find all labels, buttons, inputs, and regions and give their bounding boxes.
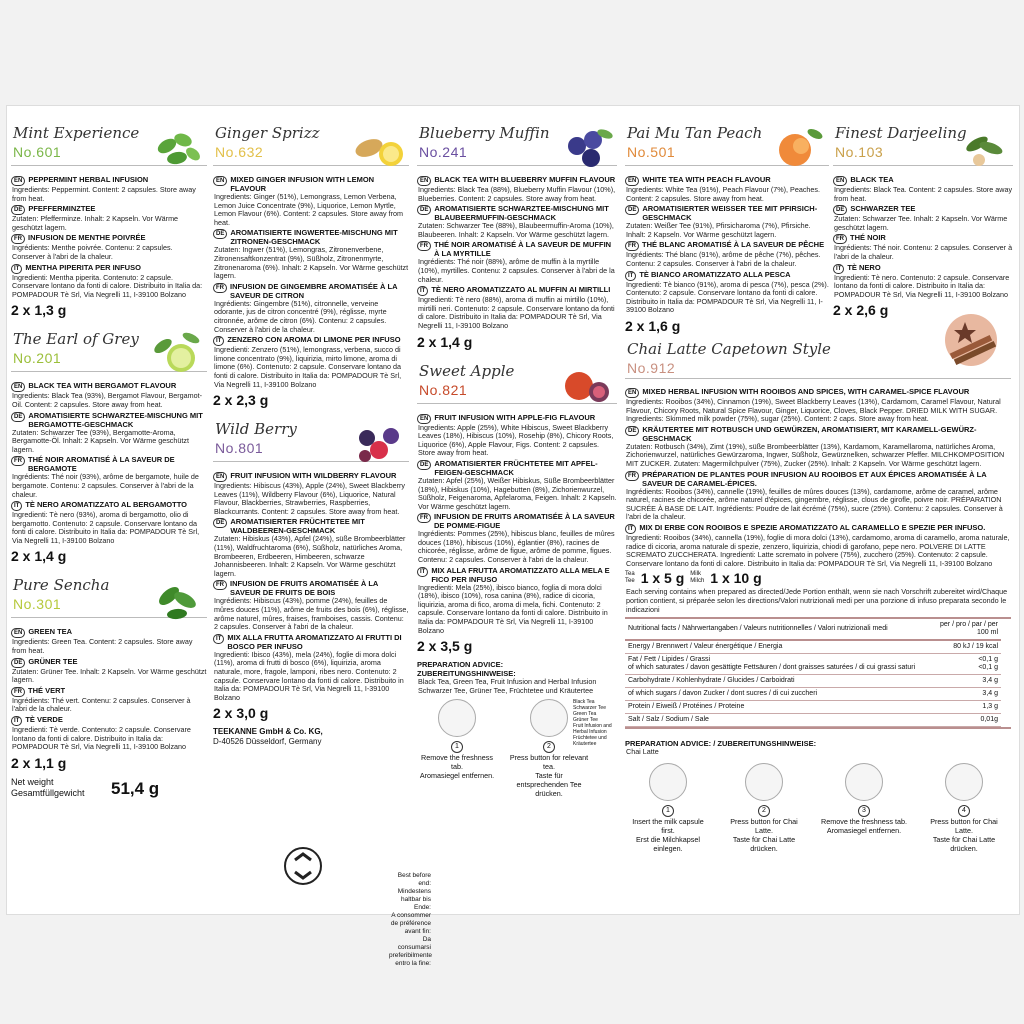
advice-step-2: 2 Press button for relevant tea. Taste für entsprechenden Tee drücken. xyxy=(509,699,589,798)
tea-quantity: 2 x 1,4 g xyxy=(11,548,67,565)
section-title: BLACK TEA WITH BLUEBERRY MUFFIN FLAVOUR xyxy=(434,175,616,184)
section-title: ZENZERO CON AROMA DI LIMONE PER INFUSO xyxy=(227,335,401,345)
berries-icon xyxy=(345,414,409,470)
company-name: TEEKANNE GmbH & Co. KG, xyxy=(213,727,323,737)
nutrition-row: of which sugars / davon Zucker / dont sucres / di cui zuccheri 3,4 g xyxy=(625,688,1001,701)
section-body: Zutaten: Pfefferminze. Inhalt: 2 Kapseln. Vor Wärme geschützt lagern. xyxy=(12,214,179,232)
tea-name: The Earl of Grey xyxy=(13,330,139,349)
lang-section-en xyxy=(625,387,1011,424)
language-badge: FR xyxy=(11,687,25,697)
section-body: Zutaten: Schwarzer Tee (88%), Blaubeermuffin-Aroma (10%), Blaubeeren. Inhalt: 2 Kapseln. Vor Wärme geschützt lagern. xyxy=(418,221,614,239)
language-badge: IT xyxy=(833,264,844,274)
language-badge: EN xyxy=(625,388,639,398)
chai-quantities: Tea Tee 1 x 5 g Milk Milch 1 x 10 g xyxy=(625,570,762,587)
section-title: PFEFFERMINZTEE xyxy=(28,204,96,214)
language-badge: EN xyxy=(11,628,25,638)
lang-section-it xyxy=(11,715,207,752)
lang-section-de xyxy=(11,204,207,232)
section-body: Ingrédients: Pommes (25%), hibiscus blanc, feuilles de mûres douces (18%), hibiscus (10%), églantier (8%), racines de chicorée, réglisse, arôme de figue, arôme de pomme, figues. Contenu: 2 capsules. Conserver à l'abri de la chaleur. xyxy=(418,529,615,565)
lang-section-en xyxy=(11,175,207,203)
green-tea-leaves-icon xyxy=(143,570,207,626)
lang-section-it xyxy=(213,633,409,703)
tea-number: No.241 xyxy=(419,144,468,160)
section-body: Ingredienti: Mentha piperita. Contenuto: 2 capsule. Conservare lontano da fonti di calore. Distribuito in Italia da: POMPADOUR Tè Srl, Via Negrelli 11, I-39100 Bolzano xyxy=(12,272,203,299)
language-badge: FR xyxy=(213,580,227,590)
tea-sweet-apple xyxy=(417,356,617,655)
company-city: D-40526 Düsseldorf, Germany xyxy=(213,737,322,747)
lang-section-de xyxy=(11,657,207,685)
section-body: Ingrédients: Thé noir (93%), arôme de bergamote, huile de bergamote. Contenu: 2 capsules. Conserver à l'abri de la chaleur. xyxy=(12,472,199,499)
language-badge: EN xyxy=(417,414,431,424)
language-badge: FR xyxy=(417,513,431,523)
lang-section-it xyxy=(625,523,1011,568)
nutrition-row: Energy / Brennwert / Valeur énergétique / Energia 80 kJ / 19 kcal xyxy=(625,640,1001,654)
tea-blueberry xyxy=(417,118,617,350)
advice-button-legend: Black Tea Schwarzer Tee Green Tea Grüner Tee Fruit Infusion and Herbal Infusion Früchtetee und Kräutertee xyxy=(573,699,612,748)
lang-section-fr xyxy=(11,686,207,714)
language-badge: IT xyxy=(417,567,428,577)
section-body: Ingrédients: Thé noir. Contenu: 2 capsules. Conserver à l'abri de la chaleur. xyxy=(834,243,1013,261)
section-title: THÉ BLANC AROMATISÉ À LA SAVEUR DE PÊCHE xyxy=(642,240,825,250)
tea-number: No.201 xyxy=(13,350,62,367)
section-body: Zutaten: Rotbusch (34%), Zimt (19%), süße Brombeerblätter (13%), Kardamom, Karamellaroma, natürliches Aroma, Zichorienwurzel, natürliches Gewürzaroma, Ingwer, Süßholz, Gewürznelken, schwarzer Pfeffer. MILCHKOMPOSITION MIT ZUCKER. Zutaten: Magermilchpulver (75%), Zucker (25%). Inhalt: 2 Kapseln. Vor Wärme geschützt lagern. xyxy=(626,441,1005,468)
section-body: Ingredienti: Tè bianco (91%), aroma di pesca (7%), pesca (2%). Contenuto: 2 capsule. Conservare lontano da fonti di calore. Distribuito in Italia da: POMPADOUR Tè Srl, Via Negrelli 11, I-39100 Bolzano xyxy=(626,279,829,315)
lang-section-fr xyxy=(625,240,829,268)
column-5 xyxy=(833,118,1013,324)
lang-section-de xyxy=(417,459,617,511)
section-body: Ingredients: Apple (25%), White Hibiscus, Sweet Blackberry Leaves (18%), Hibiscus (10%), Rosehip (8%), Chicory Roots, Liquorice (6%), Apple Flavour, Figs. Content: 2 capsules. Store away from heat. xyxy=(418,422,614,458)
section-title: INFUSION DE GINGEMBRE AROMATISÉE À LA SAVEUR DE CITRON xyxy=(230,281,398,300)
tea-quantity: 2 x 3,5 g xyxy=(417,638,473,655)
company-address xyxy=(213,727,409,747)
lang-section-de xyxy=(625,204,829,239)
language-badge: FR xyxy=(625,471,639,481)
tea-number: No.601 xyxy=(13,144,62,160)
lang-section-de xyxy=(213,517,409,578)
language-badge: DE xyxy=(11,205,25,215)
section-title: BLACK TEA xyxy=(850,175,894,184)
language-badge: DE xyxy=(833,205,847,215)
section-title: MIX ALLA FRUTTA AROMATIZZATO AI FRUTTI DI BOSCO PER INFUSO xyxy=(227,632,402,651)
section-title: AROMATISIERTE INGWERTEE-MISCHUNG MIT ZITRONEN-GESCHMACK xyxy=(230,228,398,247)
lang-section-fr xyxy=(213,282,409,334)
section-title: TÈ BIANCO AROMATIZZATO ALLA PESCA xyxy=(639,269,791,279)
lang-section-en xyxy=(833,175,1013,203)
bergamot-icon xyxy=(143,324,207,380)
net-weight-label: Net weight Gesamtfüllgewicht xyxy=(11,776,85,798)
language-badge: EN xyxy=(11,382,25,392)
tea-name: Sweet Apple xyxy=(419,361,515,380)
column-2 xyxy=(213,118,409,747)
lang-section-de xyxy=(417,204,617,239)
section-body: Ingredients: Black Tea (88%), Blueberry Muffin Flavour (10%), Blueberries. Content: 2 capsules. Store away from heat. xyxy=(418,185,616,203)
lang-section-it xyxy=(833,263,1013,300)
lang-section-it xyxy=(11,263,207,300)
ginger-lemon-icon xyxy=(345,118,409,174)
net-weight xyxy=(11,777,207,803)
section-title: FRUIT INFUSION WITH WILDBERRY FLAVOUR xyxy=(230,471,397,481)
section-body: Zutaten: Grüner Tee. Inhalt: 2 Kapseln. Vor Wärme geschützt lagern. xyxy=(12,666,207,685)
language-badge: EN xyxy=(213,472,227,482)
nutrition-row: Carbohydrate / Kohlenhydrate / Glucides / Carboidrati 3,4 g xyxy=(625,675,1001,688)
section-title: FRUIT INFUSION WITH APPLE-FIG FLAVOUR xyxy=(434,412,596,422)
tea-number: No.912 xyxy=(627,360,676,376)
tea-name: Ginger Sprizz xyxy=(215,124,320,142)
column-1 xyxy=(11,118,207,803)
tea-number: No.501 xyxy=(627,144,676,160)
column-4 xyxy=(625,118,829,340)
section-body: Ingredienti: Mela (25%), ibisco bianco, foglia di mora dolci (18%), ibisco (10%), rosa canina (8%), radice di cicoria, liquirizia, aroma di fico, aroma di mela, fichi. Contenuto: 2 capsule. Conservare lontano da fonti di calore. Distribuito in Italia da: POMPADOUR Tè Srl, Via Negrelli 11, I-39100 Bolzano xyxy=(418,582,608,635)
recycling-icon xyxy=(283,846,323,886)
language-badge: IT xyxy=(213,634,224,644)
lang-section-fr xyxy=(213,579,409,631)
tea-quantity: 2 x 2,3 g xyxy=(213,392,269,409)
tea-quantity: 2 x 3,0 g xyxy=(213,705,269,722)
section-title: THÉ NOIR AROMATISÉ À LA SAVEUR DE BERGAMOTE xyxy=(28,455,175,474)
language-badge: DE xyxy=(417,205,431,215)
lang-section-en xyxy=(417,175,617,203)
section-body: Ingredients: Peppermint. Content: 2 capsules. Store away from heat. xyxy=(12,185,196,203)
section-body: Ingredients: White Tea (91%), Peach Flavour (7%), Peaches. Content: 2 capsules. Store away from heat. xyxy=(626,185,821,203)
language-badge: DE xyxy=(625,426,639,436)
language-badge: EN xyxy=(625,176,639,186)
section-body: Ingredienti: Ibisco (43%), mela (24%), foglie di mora dolci (11%), aroma di frutti di bosco (6%), liquirizia, aroma naturale, more, fragole, lamponi, ribes nero. Contenuto: 2 capsule. Conservare lontano da fonti di calore. Distribuito in Italia da: POMPADOUR Tè Srl, Via Negrelli 11, I-39100 Bolzano xyxy=(214,649,404,702)
section-title: AROMATISIERTER WEISSER TEE MIT PFIRSICH-GESCHMACK xyxy=(642,204,818,223)
section-body: Zutaten: Apfel (25%), Weißer Hibiskus, Süße Brombeerblätter (18%), Hibiskus (10%), Hagebutten (8%), Zichorienwurzel, Süßholz, Feigenaroma, Apfelaroma, Feigen. Inhalt: 2 Kapseln. Vor Wärme geschützt lagern. xyxy=(418,475,617,511)
lang-section-fr xyxy=(417,512,617,564)
section-title: AROMATISIERTER FRÜCHTETEE MIT WALDBEEREN-GESCHMACK xyxy=(230,517,365,536)
section-body: Ingredienti: Rooibos (34%), cannella (19%), foglie di mora dolci (13%), cardamomo, aroma di caramello, aroma naturale, radice di cicoria, aroma naturale di spezie, zenzero, liquirizia, chiodi di garofano, pepe nero. POLVERE DI LATTE SCREMATO ZUCCHERATA. Ingredienti: Latte scremato in polvere (75%), zucchero (25%). Contenuto: 2 capsule. Conservare lontano da fonti di calore. Distribuito in Italia da: POMPADOUR Tè Srl, Via Negrelli 11, I-39100 Bolzano xyxy=(626,532,1010,568)
nutrition-row: Salt / Salz / Sodium / Sale 0,01g xyxy=(625,714,1001,727)
tea-name: Mint Experience xyxy=(13,124,140,142)
section-body: Ingrédients: Rooibos (34%), cannelle (19%), feuilles de mûres douces (13%), cardamome, arôme de caramel, arôme naturel, racines de chicorée, arôme naturel d'épices, gingembre, réglisse, clous de girofle, poivre noir. PRÉPARATION SUCRÉE À BASE DE LAIT. Ingrédients: Poudre de lait écrémé (75%), sucre (25%). Contenu: 2 capsules. Conserver à l'abri de la chaleur. xyxy=(626,486,1003,522)
freshness-tab-icon xyxy=(845,763,883,801)
language-badge: DE xyxy=(213,229,227,239)
section-body: Ingredienti: Tè verde. Contenuto: 2 capsule. Conservare lontano da fonti di calore. Distribuito in Italia da: POMPADOUR Tè Srl, Via Negrelli 11, I-39100 Bolzano xyxy=(12,725,191,752)
tea-number: No.632 xyxy=(215,144,264,160)
language-badge: IT xyxy=(625,524,636,534)
section-title: AROMATISIERTE SCHWARZTEE-MISCHUNG MIT BLAUBEERMUFFIN-GESCHMACK xyxy=(434,204,609,223)
language-badge: IT xyxy=(11,716,22,726)
lang-section-fr xyxy=(625,470,1011,522)
section-title: MIX ALLA FRUTTA AROMATIZZATO ALLA MELA E FICO PER INFUSO xyxy=(431,565,610,584)
net-weight-value: 51,4 g xyxy=(111,778,160,798)
column-3 xyxy=(389,118,617,967)
section-title: BLACK TEA WITH BERGAMOT FLAVOUR xyxy=(28,381,177,391)
lang-section-de xyxy=(625,425,1011,469)
language-badge: EN xyxy=(417,176,431,186)
advice-subtitle: Black Tea, Green Tea, Fruit Infusion and Herbal Infusion Schwarzer Tee, Grüner Tee, Früchtetee und Kräutertee xyxy=(418,677,597,695)
black-tea-leaves-icon xyxy=(949,118,1013,174)
language-badge: EN xyxy=(833,176,847,186)
machine-button-icon xyxy=(745,763,783,801)
language-badge: DE xyxy=(417,460,431,470)
blueberries-icon xyxy=(553,118,617,174)
tea-darjeeling xyxy=(833,118,1013,318)
section-title: TÈ NERO AROMATIZZATO AL MUFFIN AI MIRTILLI xyxy=(431,285,611,295)
tea-number: No.821 xyxy=(419,381,468,398)
section-title: AROMATISIERTER FRÜCHTETEE MIT APFEL-FEIGEN-GESCHMACK xyxy=(434,458,598,477)
section-title: MIX DI ERBE CON ROOIBOS E SPEZIE AROMATIZZATO AL CARAMELLO E SPEZIE PER INFUSO. xyxy=(639,522,986,532)
tea-quantity: 2 x 1,3 g xyxy=(11,302,67,319)
section-title: TÈ NERO xyxy=(847,262,881,272)
language-badge: EN xyxy=(11,176,25,186)
nutrition-row: Fat / Fett / Lipides / Grassi of which saturates / davon gesättigte Fettsäuren / dont graisses saturées / di cui grassi saturi <0,1 g <0,1 g xyxy=(625,654,1001,675)
machine-icon xyxy=(438,699,476,737)
advice-step-1: 1 Remove the freshness tab. Aromasiegel entfernen. xyxy=(417,699,497,780)
section-title: TÈ NERO AROMATIZZATO AL BERGAMOTTO xyxy=(25,500,188,510)
milk-capsule-icon xyxy=(649,763,687,801)
section-body: Ingredients: Rooibos (34%), Cinnamon (19%), Sweet Blackberry Leaves (13%), Cardamom, Caramel Flavour, Natural Flavour, Chicory Roots, Natural Spice Flavour, Ginger, Liquorice, Cloves, Black Pepper. DRIED MILK WITH SUGAR. Ingredients: Skimmed milk powder (75%), sugar (25%). Content: 2 caps. Store away from heat. xyxy=(626,397,1001,424)
section-body: Zutaten: Ingwer (51%), Lemongras, Zitronenverbene, Zitronensaftkonzentrat (9%), Süßholz, Zitronenmyrte, Zitronenaroma (6%). Inhalt: 2 Kapseln. Vor Wärme geschützt lagern. xyxy=(214,245,409,281)
tea-number: No.801 xyxy=(215,440,264,457)
tea-name: Wild Berry xyxy=(215,420,297,439)
tea-peach xyxy=(625,118,829,334)
section-body: Ingrédients: Thé blanc (91%), arôme de pêche (7%), pêches. Contenu: 2 capsules. Conserver à l'abri de la chaleur. xyxy=(626,250,821,268)
language-badge: DE xyxy=(11,412,25,422)
advice-title: PREPARATION ADVICE: ZUBEREITUNGSHINWEISE: xyxy=(417,660,516,679)
section-title: WHITE TEA WITH PEACH FLAVOUR xyxy=(642,175,771,184)
tea-ginger xyxy=(213,118,409,408)
nutrition-table xyxy=(625,617,1011,729)
packaging-sheet xyxy=(6,105,1020,967)
preparation-advice-tea xyxy=(417,660,617,809)
section-title: TÈ VERDE xyxy=(25,715,63,725)
section-body: Ingrédients: Menthe poivrée. Contenu: 2 capsules. Conserver à l'abri de la chaleur. xyxy=(12,243,173,261)
tea-quantity: 2 x 2,6 g xyxy=(833,302,889,319)
section-title: KRÄUTERTEE MIT ROTBUSCH UND GEWÜRZEN, AROMATISIERT, MIT KARAMELL-GEWÜRZ-GESCHMACK xyxy=(642,424,977,443)
language-badge: DE xyxy=(625,205,639,215)
chai-step-1: 1 Insert the milk capsule first. Erst die Milchkapsel einlegen. xyxy=(625,763,711,853)
section-title: PEPPERMINT HERBAL INFUSION xyxy=(28,175,149,184)
section-title: AROMATISIERTE SCHWARZTEE-MISCHUNG MIT BERGAMOTTE-GESCHMACK xyxy=(28,410,203,429)
section-title: THÉ VERT xyxy=(28,685,66,695)
section-body: Ingrédients: Thé vert. Contenu: 2 capsules. Conserver à l'abri de la chaleur. xyxy=(12,695,191,714)
lang-section-en xyxy=(213,175,409,227)
lang-section-fr xyxy=(11,455,207,499)
lang-section-en xyxy=(213,471,409,516)
language-badge: DE xyxy=(11,658,25,668)
lang-section-it xyxy=(213,335,409,389)
tea-wild-berry xyxy=(213,414,409,721)
language-badge: FR xyxy=(11,456,25,466)
tea-name: Finest Darjeeling xyxy=(835,124,967,142)
section-body: Ingrédients: Gingembre (51%), citronnelle, verveine odorante, jus de citron concentré (9%), réglisse, myrte citronnée, arôme de citron (6%). Contenu: 2 capsules. Conserver à l'abri de la chaleur. xyxy=(214,298,387,334)
section-title: THÉ NOIR AROMATISÉ À LA SAVEUR DE MUFFIN À LA MYRTILLE xyxy=(434,240,612,259)
section-body: Ingredienti: Zenzero (51%), lemongrass, verbena, succo di limone concentrato (9%), liquirizia, mirto limone, aroma di limone (6%). Contenuto: 2 capsule. Conservare lontano da fonti di calore. Distribuito in Italia da: POMPADOUR Tè Srl, Via Negrelli 11, I-39100 Bolzano xyxy=(214,345,402,389)
mint-leaves-icon xyxy=(143,118,207,174)
language-badge: FR xyxy=(833,234,847,244)
language-badge: IT xyxy=(11,501,22,511)
lang-section-it xyxy=(417,566,617,636)
lang-section-fr xyxy=(11,233,207,261)
lang-section-fr xyxy=(833,233,1013,261)
tea-sencha xyxy=(11,570,207,770)
section-body: Ingredienti: Tè nero. Contenuto: 2 capsule. Conservare lontano da fonti di calore. Distribuito in Italia da: POMPADOUR Tè Srl, Via Negrelli 11, I-39100 Bolzano xyxy=(834,272,1010,299)
lang-section-it xyxy=(11,500,207,545)
apple-fig-icon xyxy=(553,356,617,412)
section-title: GRÜNER TEE xyxy=(28,656,78,666)
chai-step-3: 3 Remove the freshness tab. Aromasiegel entfernen. xyxy=(821,763,907,835)
section-title: PRÉPARATION DE PLANTES POUR INFUSION AU ROOIBOS ET AUX ÉPICES AROMATISÉE À LA SAVEUR DE CARAMEL-ÉPICES. xyxy=(642,469,987,488)
section-body: Ingredients: Black Tea. Content: 2 capsules. Store away from heat. xyxy=(834,185,1013,203)
lang-section-it xyxy=(625,270,829,315)
language-badge: EN xyxy=(213,176,227,186)
tea-mint xyxy=(11,118,207,318)
lang-section-de xyxy=(833,204,1013,232)
nutrition-row: Protein / Eiweiß / Protéines / Proteine 1,3 g xyxy=(625,701,1001,714)
section-body: Ingredienti: Tè nero (93%), aroma di bergamotto, olio di bergamotto. Contenuto: 2 capsule. Conservare lontano da fonti di calore. Distribuito in Italia da: POMPADOUR Tè Srl, Via Negrelli 11, I-39100 Bolzano xyxy=(12,510,200,545)
section-title: INFUSION DE FRUITS AROMATISÉE À LA SAVEUR DE FRUITS DE BOIS xyxy=(230,579,379,598)
peach-icon xyxy=(765,118,829,174)
lang-section-en xyxy=(11,627,207,655)
section-title: MENTHA PIPERITA PER INFUSO xyxy=(25,262,141,272)
section-title: INFUSION DE MENTHE POIVRÉE xyxy=(28,233,146,243)
language-badge: IT xyxy=(417,286,428,296)
best-before: Best before end: Mindestens haltbar bis Ende: A consommer de préférence avant fin: Da consumarsi preferibilmente entro la fine: xyxy=(389,872,432,967)
section-body: Ingrédients: Thé noir (88%), arôme de muffin à la myrtille (10%), myrtilles. Contenu: 2 capsules. Conserver à l'abri de la chaleur. xyxy=(418,257,615,284)
lang-section-de xyxy=(213,228,409,280)
cinnamon-spices-icon xyxy=(935,304,1007,376)
chai-step-4: 4 Press button for Chai Latte. Taste für Chai Latte drücken. xyxy=(921,763,1007,853)
lang-section-fr xyxy=(417,240,617,284)
lang-section-en xyxy=(625,175,829,203)
section-body: Ingredients: Green Tea. Content: 2 capsules. Store away from heat. xyxy=(12,637,193,656)
language-badge: FR xyxy=(417,241,431,251)
language-badge: FR xyxy=(213,283,227,293)
tea-name: Pai Mu Tan Peach xyxy=(627,124,763,142)
section-body: Ingredients: Hibiscus (43%), Apple (24%), Sweet Blackberry Leaves (11%), Wildberry Flavour (6%), Liquorice, Natural Flavour, Blackberries, Strawberries, Raspberries, Blackcurrants. Content: 2 capsules. Store away from heat. xyxy=(214,481,405,516)
tea-chai-latte xyxy=(625,334,1011,873)
lang-section-en xyxy=(417,413,617,458)
language-badge: FR xyxy=(11,234,25,244)
lang-section-en xyxy=(11,381,207,409)
tea-name: Blueberry Muffin xyxy=(419,124,550,142)
section-title: MIXED HERBAL INFUSION WITH ROOIBOS AND SPICES, WITH CARAMEL-SPICE FLAVOUR xyxy=(642,387,970,396)
tea-earl-grey xyxy=(11,324,207,564)
section-title: GREEN TEA xyxy=(28,627,73,637)
section-body: Ingrédients: Hibiscus (43%), pomme (24%), feuilles de mûres douces (11%), arôme de fruits des bois (6%), réglisse, arôme naturel, mûres, fraises, framboises, cassis. Contenu: 2 capsules. Conserver à l'abri de la chaleur. xyxy=(214,596,409,632)
section-body: Zutaten: Schwarzer Tee. Inhalt: 2 Kapseln. Vor Wärme geschützt lagern. xyxy=(834,214,1008,232)
language-badge: IT xyxy=(11,264,22,274)
section-body: Zutaten: Weißer Tee (91%), Pfirsicharoma (7%), Pfirsiche. Inhalt: 2 Kapseln. Vor Wärme geschützt lagern. xyxy=(626,221,811,239)
section-body: Ingredienti: Tè nero (88%), aroma di muffin ai mirtillo (10%), mirtilli neri. Contenuto: 2 capsule. Conservare lontano da fonti di calore. Distribuito in Italia da: POMPADOUR Tè Srl, Via Negrelli 11, I-39100 Bolzano xyxy=(418,295,615,330)
nutrition-header: Nutritional facts / Nährwertangaben / Valeurs nutritionnelles / Valori nutrizionali medi per / pro / par / per 100 ml xyxy=(625,619,1001,640)
language-badge: IT xyxy=(213,336,224,346)
section-body: Zutaten: Schwarzer Tee (93%), Bergamotte-Aroma, Bergamotte-Öl. Inhalt: 2 Kapseln. Vor Wärme geschützt lagern. xyxy=(12,427,189,454)
section-body: Ingredients: Black Tea (93%), Bergamot Flavour, Bergamot-Oil. Content: 2 capsules. Store away from heat. xyxy=(12,391,203,409)
language-badge: IT xyxy=(625,271,636,281)
section-title: INFUSION DE FRUITS AROMATISÉE À LA SAVEUR DE POMME-FIGUE xyxy=(434,512,615,531)
language-badge: FR xyxy=(625,241,639,251)
tea-name: Chai Latte Capetown Style xyxy=(627,340,831,358)
lang-section-de xyxy=(11,411,207,455)
tea-quantity: 2 x 1,4 g xyxy=(417,333,473,350)
chai-step-2: 2 Press button for Chai Latte. Taste für Chai Latte drücken. xyxy=(721,763,807,853)
machine-button-icon xyxy=(945,763,983,801)
section-body: Ingredients: Ginger (51%), Lemongrass, Lemon Verbena, Lemon Juice Concentrate (9%), Liquorice, Lemon Myrtle, Lemon Flavour (6%). Content: 2 capsules. Store away from heat. xyxy=(214,192,403,227)
section-title: MIXED GINGER INFUSION WITH LEMON FLAVOUR xyxy=(230,175,375,193)
tea-number: No.301 xyxy=(13,596,62,613)
section-body: Zutaten: Hibiskus (43%), Apfel (24%), süße Brombeerblätter (11%), Waldfruchtaroma (6%), Süßholz, natürliches Aroma, Brombeeren, Erdbeeren, Himbeeren, schwarze Johannisbeeren. Inhalt: 2 Kapseln. Vor Wärme geschützt lagern. xyxy=(214,534,406,578)
tea-name: Pure Sencha xyxy=(13,576,110,595)
tea-number: No.103 xyxy=(835,144,884,160)
preparation-advice-chai: PREPARATION ADVICE: / ZUBEREITUNGSHINWEISE: Chai Latte 1 Insert the milk capsule first. Erst die Milchkapsel einlegen. 2 Press button for Chai Latte. Taste für Chai Latte drücken. 3 Remove the freshness tab. Aromasiegel entfernen. 4 Press button for Chai Latte. Taste für Chai Latte drücken. xyxy=(625,739,1011,873)
section-title: SCHWARZER TEE xyxy=(850,204,916,214)
language-badge: DE xyxy=(213,518,227,528)
lang-section-it xyxy=(417,285,617,330)
tea-quantity: 2 x 1,1 g xyxy=(11,754,67,771)
tea-quantity: 2 x 1,6 g xyxy=(625,317,681,334)
section-title: THÉ NOIR xyxy=(850,233,886,243)
machine-buttons-icon xyxy=(530,699,568,737)
serving-note: Each serving contains when prepared as directed/Jede Portion enthält, wenn sie nach Vorschrift zubereitet wird/Chaque portion contient, si préparée selon les directions/Valori nutrizionali medi per una porzione di infuso preparata secondo le indicazioni xyxy=(626,587,1008,614)
